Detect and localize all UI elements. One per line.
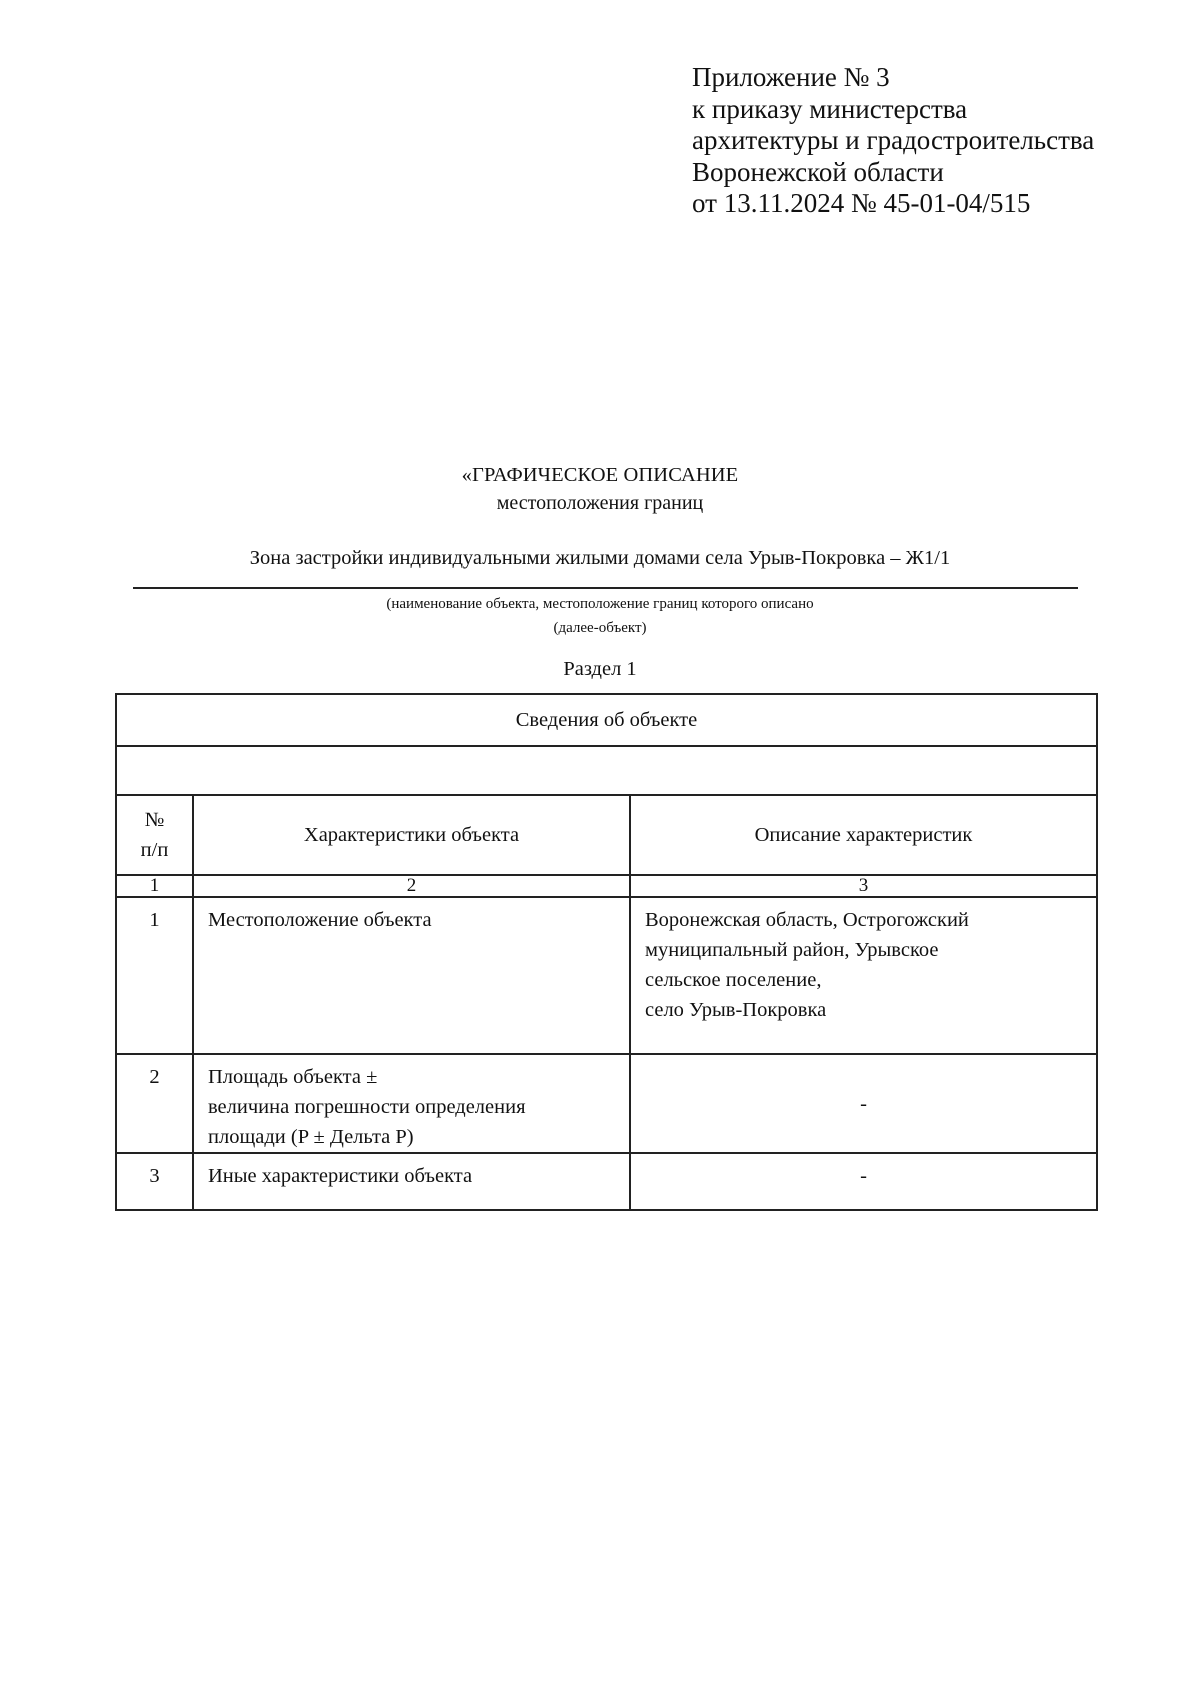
header-description: Описание характеристик bbox=[630, 795, 1097, 875]
appendix-line: архитектуры и градостроительства bbox=[692, 125, 1095, 155]
object-note-line: (наименование объекта, местоположение границ которого описано bbox=[386, 596, 814, 612]
characteristic-line: Иные характеристики объекта bbox=[208, 1165, 473, 1187]
table-caption: Сведения об объекте bbox=[116, 694, 1097, 746]
row-number: 2 bbox=[116, 1054, 193, 1153]
column-number: 2 bbox=[193, 875, 630, 897]
row-description bbox=[630, 1153, 1097, 1210]
header-num bbox=[116, 795, 193, 875]
table-column-numbers-row bbox=[116, 875, 1097, 897]
table-header-row bbox=[116, 795, 1097, 875]
object-note-line: (далее-объект) bbox=[553, 620, 647, 636]
row-description bbox=[630, 1054, 1097, 1153]
characteristic-line: величина погрешности определения bbox=[208, 1096, 526, 1118]
object-name-note bbox=[0, 592, 1200, 640]
title-main: «ГРАФИЧЕСКОЕ ОПИСАНИЕ bbox=[461, 464, 739, 486]
description-line: муниципальный район, Урывское bbox=[645, 939, 939, 961]
appendix-line: Воронежской области bbox=[692, 156, 944, 187]
document-title bbox=[0, 461, 1200, 517]
appendix-line: Приложение № 3 bbox=[692, 62, 890, 92]
row-characteristic bbox=[193, 1054, 630, 1153]
table-blank-row bbox=[116, 746, 1097, 795]
object-info-table bbox=[115, 693, 1098, 1211]
row-number: 3 bbox=[116, 1153, 193, 1210]
characteristic-line: площади (P ± Дельта P) bbox=[208, 1126, 414, 1148]
table-blank-cell bbox=[116, 746, 1097, 795]
section-label: Раздел 1 bbox=[563, 658, 637, 680]
column-number: 3 bbox=[630, 875, 1097, 897]
table-row bbox=[116, 897, 1097, 1054]
table-caption-row bbox=[116, 694, 1097, 746]
object-name-underline bbox=[133, 587, 1078, 589]
appendix-header bbox=[692, 62, 1152, 220]
column-number: 1 bbox=[116, 875, 193, 897]
table-row bbox=[116, 1153, 1097, 1210]
description-line: сельское поселение, bbox=[645, 969, 822, 991]
row-number: 1 bbox=[116, 897, 193, 1054]
row-description bbox=[630, 897, 1097, 1054]
object-info-table-container bbox=[115, 693, 1096, 1211]
header-num-line: п/п bbox=[140, 839, 169, 861]
row-characteristic bbox=[193, 1153, 630, 1210]
table-row bbox=[116, 1054, 1097, 1153]
description-line: - bbox=[860, 1092, 867, 1115]
characteristic-line: Местоположение объекта bbox=[208, 909, 432, 931]
description-line: Воронежская область, Острогожский bbox=[645, 909, 969, 931]
row-characteristic bbox=[193, 897, 630, 1054]
appendix-line: к приказу министерства bbox=[692, 93, 968, 124]
header-num-line: № bbox=[144, 809, 165, 831]
title-subtitle: местоположения границ bbox=[496, 492, 704, 514]
appendix-line: от 13.11.2024 № 45-01-04/515 bbox=[692, 188, 1031, 218]
description-line: - bbox=[860, 1165, 867, 1187]
object-name: Зона застройки индивидуальными жилыми домами села Урыв-Покровка – Ж1/1 bbox=[249, 547, 951, 569]
description-line: село Урыв-Покровка bbox=[645, 999, 827, 1021]
characteristic-line: Площадь объекта ± bbox=[208, 1066, 378, 1088]
header-characteristics: Характеристики объекта bbox=[193, 795, 630, 875]
